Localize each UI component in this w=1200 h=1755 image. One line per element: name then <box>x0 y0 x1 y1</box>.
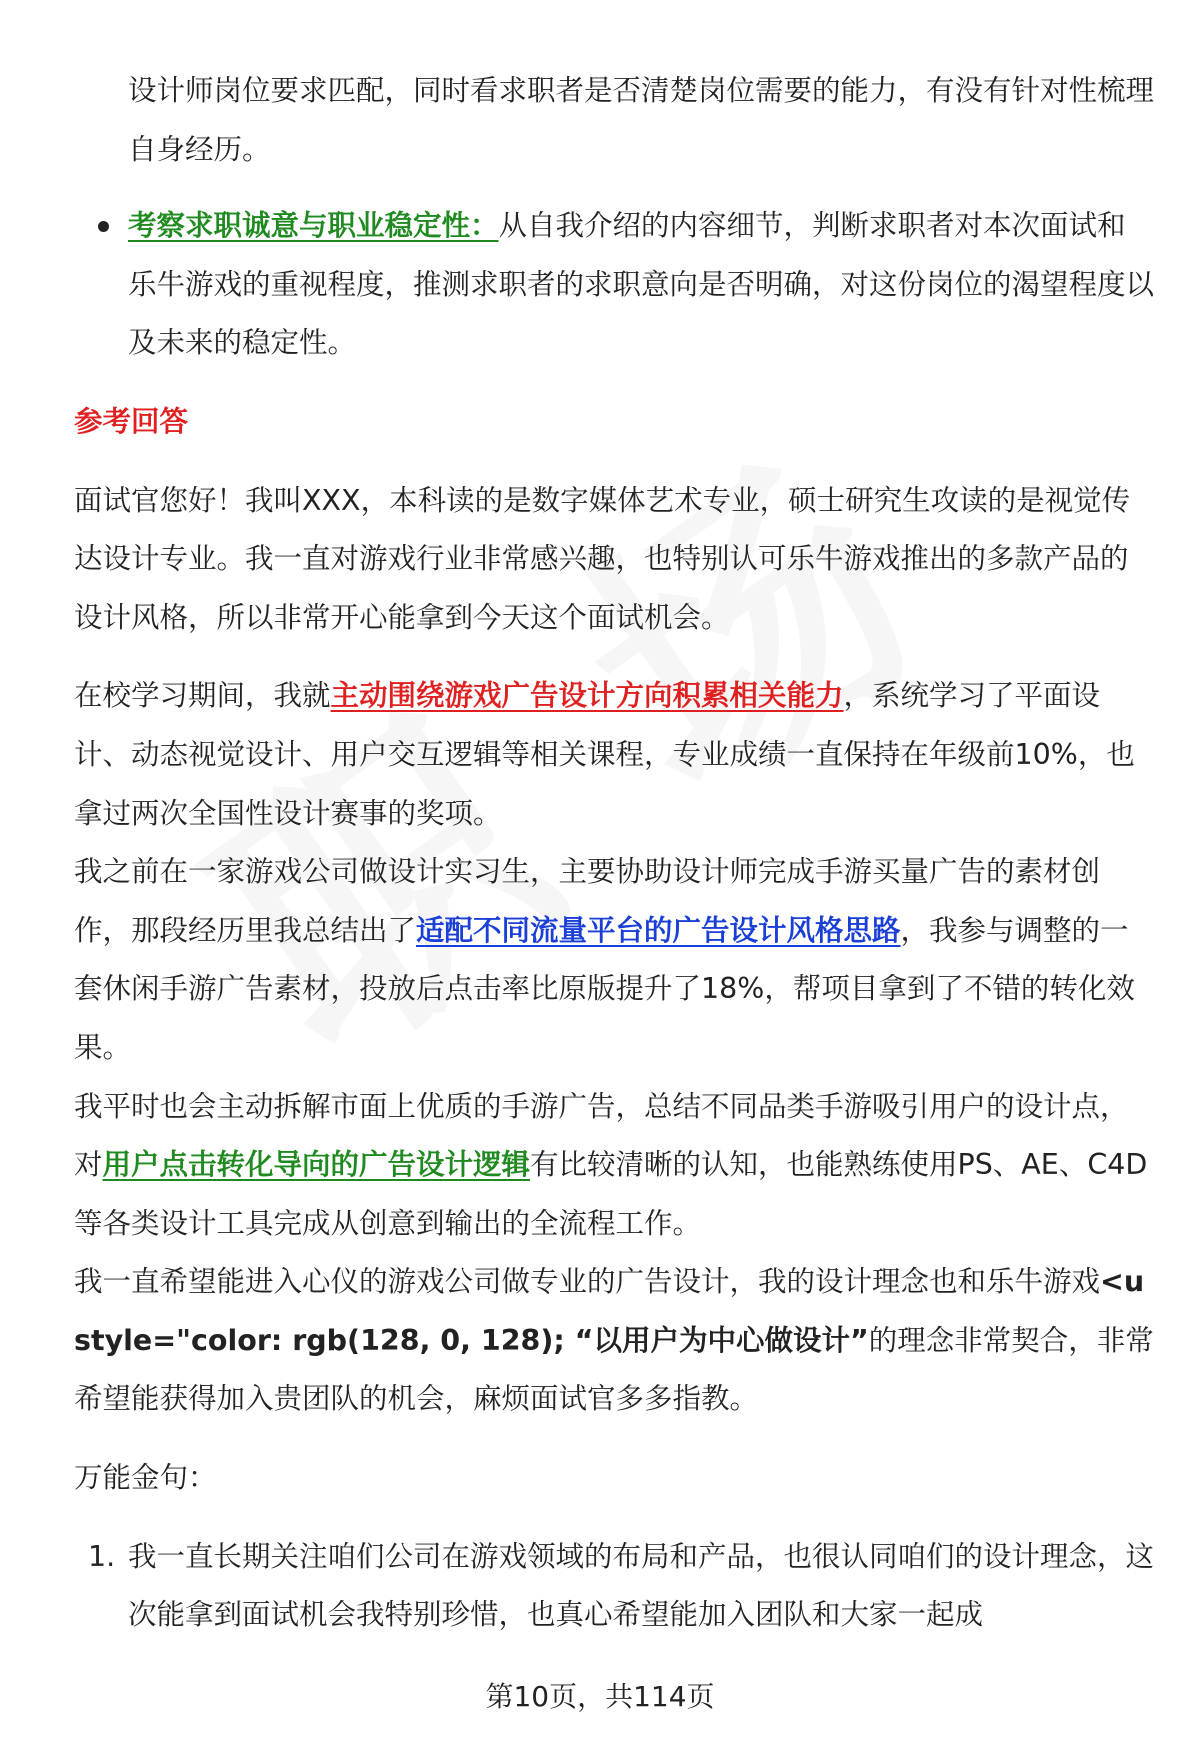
answer-paragraph-4 <box>74 1078 1154 1254</box>
highlight-blue: 适配不同流量平台的广告设计风格思路 <box>416 913 901 947</box>
bullet-dot-icon <box>98 221 109 232</box>
paragraph-text: 有比较清晰的认知，也能熟练使用PS、AE、C4D等各类设计工具完成从创意到输出的全流程工作。 <box>74 1148 1148 1240</box>
answer-paragraph-1: 面试官您好！我叫XXX，本科读的是数字媒体艺术专业，硕士研究生攻读的是视觉传达设计专业。我一直对游戏行业非常感兴趣，也特别认可乐牛游戏推出的多款产品的设计风格，所以非常开心能拿到今天这个面试机会。 <box>74 483 1131 634</box>
document-content <box>74 62 1154 1645</box>
golden-sentence-label: 万能金句： <box>74 1461 217 1495</box>
paragraph-text: 我一直希望能进入心仪的游戏公司做专业的广告设计，我的设计理念也和乐牛游戏 <box>74 1265 1101 1299</box>
bullet-label: 考察求职诚意与职业稳定性： <box>128 209 499 243</box>
answer-paragraph-2 <box>74 667 1154 843</box>
highlight-red: 主动围绕游戏广告设计方向积累相关能力 <box>330 679 844 713</box>
paragraph-text: 在校学习期间，我就 <box>74 679 331 713</box>
paragraph-text: 我平时也会主动拆解市面上优质的手游广告，总结不同品类手游吸引用户的设计点，对 <box>74 1089 1129 1182</box>
section-title: 参考回答 <box>74 404 189 438</box>
numbered-list-item <box>74 1528 1154 1645</box>
paragraph-text: ，系统学习了平面设计、动态视觉设计、用户交互逻辑等相关课程，专业成绩一直保持在年级前10%，也拿过两次全国性设计赛事的奖项。 <box>74 679 1135 830</box>
answer-paragraph-3 <box>74 843 1154 1077</box>
answer-paragraph-5 <box>74 1253 1154 1429</box>
bullet-continuation-text: 设计师岗位要求匹配，同时看求职者是否清楚岗位需要的能力，有没有针对性梳理自身经历。 <box>128 74 1155 166</box>
bullet-item-sincerity <box>74 197 1154 373</box>
paragraph-text: 的理念非常契合，非常希望能获得加入贵团队的机会，麻烦面试官多多指教。 <box>74 1323 1154 1416</box>
highlight-green: 用户点击转化导向的广告设计逻辑 <box>102 1148 531 1182</box>
bullet-text: 从自我介绍的内容细节，判断求职者对本次面试和乐牛游戏的重视程度，推测求职者的求职意向是否明确，对这份岗位的渴望程度以及未来的稳定性。 <box>128 209 1155 360</box>
page-footer: 第10页，共114页 <box>485 1680 715 1713</box>
paragraph-text: ，我参与调整的一套休闲手游广告素材，投放后点击率比原版提升了18%，帮项目拿到了不错的转化效果。 <box>74 913 1135 1064</box>
list-item-text: 我一直长期关注咱们公司在游戏领域的布局和产品，也很认同咱们的设计理念，这次能拿到面试机会我特别珍惜，也真心希望能加入团队和大家一起成 <box>128 1539 1155 1632</box>
paragraph-text: 我之前在一家游戏公司做设计实习生，主要协助设计师完成手游买量广告的素材创作，那段经历里我总结出了 <box>74 855 1101 947</box>
bold-text: <u style="color: rgb(128, 0, 128); “以用户为中心做设计” <box>74 1265 1145 1357</box>
list-number: 1. <box>88 1539 116 1573</box>
